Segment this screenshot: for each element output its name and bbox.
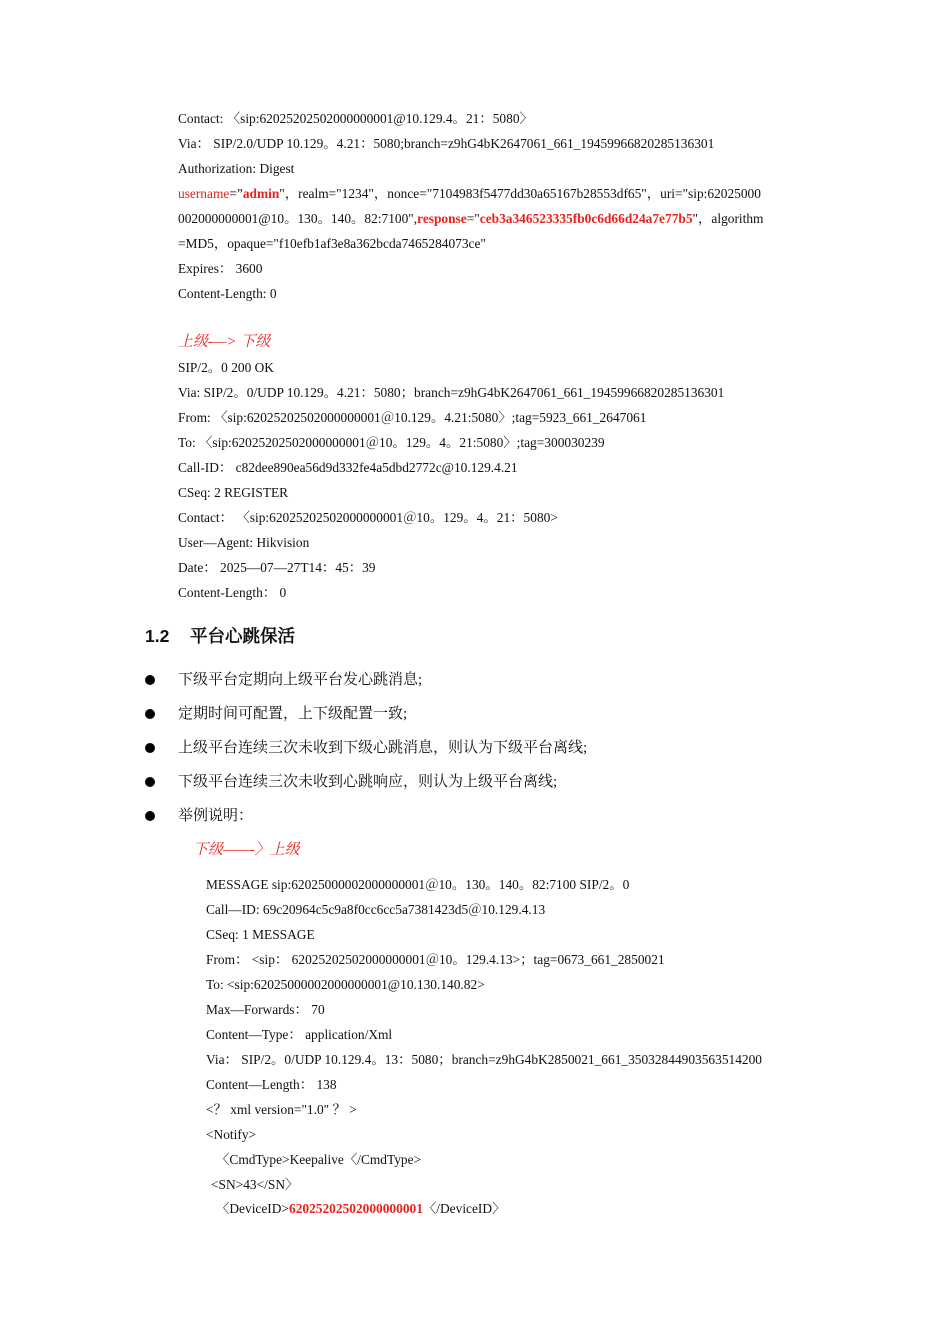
contact-line: Contact: 〈sip:62025202502000000001@10.129.4。21：5080〉 (178, 111, 533, 126)
message-line: Contact： 〈sip:62025202502000000001＠10。129。4。21：5080> (178, 510, 558, 525)
bullet-text: 下级平台定期向上级平台发心跳消息; (178, 672, 423, 688)
message-line: Max—Forwards： 70 (206, 1002, 325, 1017)
message-line: To: <sip:62025000002000000001@10.130.140.82> (206, 977, 485, 992)
bullet-dot-icon (145, 743, 155, 753)
auth-params-line-2 (178, 210, 763, 228)
username-value: admin (242, 186, 280, 201)
username-key: username (178, 186, 230, 201)
direction-caption-down-up: 下级——-〉上级 (193, 842, 300, 858)
message-line: Via: SIP/2。0/UDP 10.129。4.21：5080；branch=z9hG4bK2647061_661_19459966820285136301 (178, 385, 725, 400)
message-line: From： <sip： 62025202502000000001＠10。129.4.13>；tag=0673_661_2850021 (206, 952, 665, 967)
message-line: CSeq: 2 REGISTER (178, 485, 289, 500)
message-line: <？ xml version="1.0" ？ > (206, 1102, 357, 1117)
bullet-dot-icon (145, 811, 155, 821)
section-number: 1.2 (145, 626, 170, 646)
message-line: From: 〈sip:62025202502000000001＠10.129。4.21:5080〉;tag=5923_661_2647061 (178, 410, 647, 425)
response-eq: =" (466, 211, 480, 226)
message-line: Content-Length： 0 (178, 585, 287, 600)
message-line: MESSAGE sip:62025000002000000001＠10。130。140。82:7100 SIP/2。0 (206, 877, 630, 892)
direction-caption-up-down: 上级-—> 下级 (178, 334, 271, 350)
response-key: response (417, 211, 467, 226)
section-title: 平台心跳保活 (190, 626, 295, 646)
device-id-line (216, 1200, 505, 1218)
auth-post-2: "，algorithm (692, 211, 764, 226)
response-value: ceb3a346523335fb0c6d66d24a7e77b5 (479, 211, 693, 226)
authorization-line: Authorization: Digest (178, 161, 295, 176)
auth-rest-1: "，realm="1234"，nonce="7104983f5477dd30a65167b28553df65"，uri="sip:62025000 (279, 186, 761, 201)
message-line: Content—Length： 138 (206, 1077, 337, 1092)
bullet-text: 下级平台连续三次未收到心跳响应，则认为上级平台离线; (178, 774, 558, 790)
content-length-line: Content-Length: 0 (178, 286, 277, 301)
auth-params-line-3: =MD5，opaque="f10efb1af3e8a362bcda7465284073ce" (178, 236, 486, 251)
device-id-close-tag: 〈/DeviceID〉 (422, 1201, 506, 1216)
message-line: <SN>43</SN〉 (211, 1177, 299, 1192)
message-line: User—Agent: Hikvision (178, 535, 310, 550)
username-eq: =” (229, 186, 243, 201)
message-line: Call-ID： c82dee890ea56d9d332fe4a5dbd2772c@10.129.4.21 (178, 460, 518, 475)
device-id-value: 62025202502000000001 (289, 1201, 423, 1216)
expires-line: Expires： 3600 (178, 261, 263, 276)
bullet-dot-icon (145, 675, 155, 685)
message-line: Date： 2025—07—27T14：45：39 (178, 560, 376, 575)
message-line: CSeq: 1 MESSAGE (206, 927, 315, 942)
message-line: Content—Type： application/Xml (206, 1027, 393, 1042)
message-line: SIP/2。0 200 OK (178, 360, 274, 375)
section-heading (145, 625, 295, 647)
auth-params-line-1 (178, 185, 761, 203)
bullet-text: 定期时间可配置，上下级配置一致; (178, 706, 408, 722)
message-line: 〈CmdType>Keepalive〈/CmdType> (216, 1152, 422, 1167)
message-line: Call—ID: 69c20964c5c9a8f0cc6cc5a7381423d5＠10.129.4.13 (206, 902, 546, 917)
bullet-dot-icon (145, 709, 155, 719)
device-id-open-tag: 〈DeviceID> (216, 1201, 289, 1216)
bullet-text: 举例说明： (178, 808, 254, 824)
message-line: <Notify> (206, 1127, 257, 1142)
message-line: Via： SIP/2。0/UDP 10.129.4。13：5080；branch=z9hG4bK2850021_661_35032844903563514200 (206, 1052, 762, 1067)
auth-pre-2: 002000000001@10。130。140。82:7100", (178, 211, 418, 226)
bullet-dot-icon (145, 777, 155, 787)
via-line: Via： SIP/2.0/UDP 10.129。4.21：5080;branch=z9hG4bK2647061_661_1945996682028513​6301 (178, 136, 715, 151)
message-line: To: 〈sip:62025202502000000001＠10。129。4。21:5080〉;tag=300030239 (178, 435, 605, 450)
bullet-text: 上级平台连续三次未收到下级心跳消息，则认为下级平台离线; (178, 740, 588, 756)
